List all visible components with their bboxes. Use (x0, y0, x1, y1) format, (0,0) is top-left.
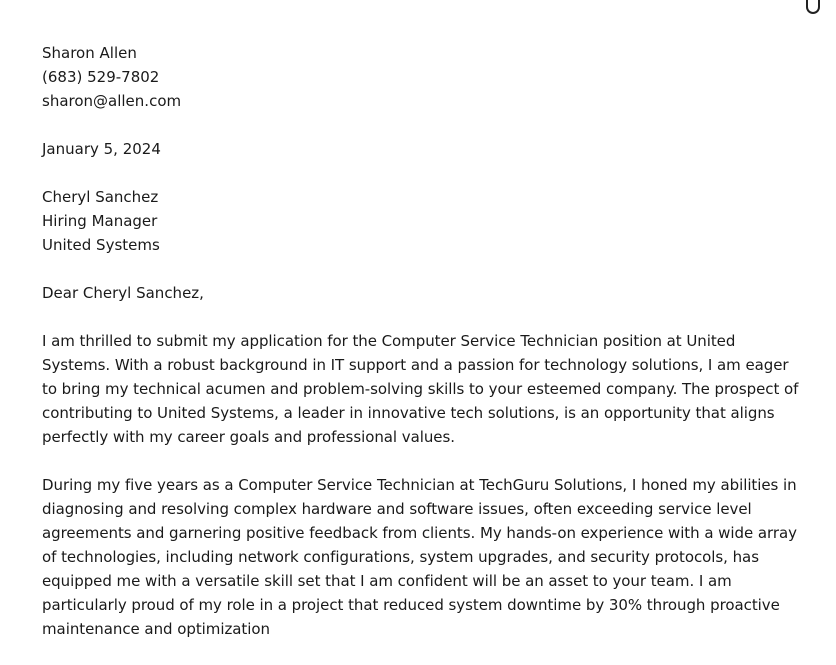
sender-name: Sharon Allen (42, 44, 137, 62)
recipient-block (42, 185, 802, 257)
salutation-block (42, 281, 802, 305)
sender-email: sharon@allen.com (42, 92, 182, 110)
letter-date: January 5, 2024 (42, 140, 161, 158)
date-block (42, 137, 802, 161)
recipient-name: Cheryl Sanchez (42, 188, 159, 206)
body-paragraph: I am thrilled to submit my application for the Computer Service Technician position at United Systems. With a robust background in IT support and a passion for technology solutions, I am eager to bring my technical acumen and problem-solving skills to your esteemed company. The prospect of contributing to United Systems, a leader in innovative tech solutions, is an opportunity that aligns perfectly with my career goals and professional values. (42, 332, 799, 446)
sender-phone: (683) 529-7802 (42, 68, 160, 86)
recipient-company: United Systems (42, 236, 160, 254)
cover-letter (42, 41, 802, 665)
corner-hook-icon (806, 0, 820, 14)
sender-block (42, 41, 802, 113)
recipient-title: Hiring Manager (42, 212, 158, 230)
salutation: Dear Cheryl Sanchez, (42, 284, 204, 302)
body-paragraph: During my five years as a Computer Service Technician at TechGuru Solutions, I honed my abilities in diagnosing and resolving complex hardware and software issues, often exceeding service level agreements and garnering positive feedback from clients. My hands-on experience with a wide array of technologies, including network configurations, system upgrades, and security protocols, has equipped me with a versatile skill set that I am confident will be an asset to your team. I am particularly proud of my role in a project that reduced system downtime by 30% through proactive maintenance and optimization (42, 476, 797, 638)
